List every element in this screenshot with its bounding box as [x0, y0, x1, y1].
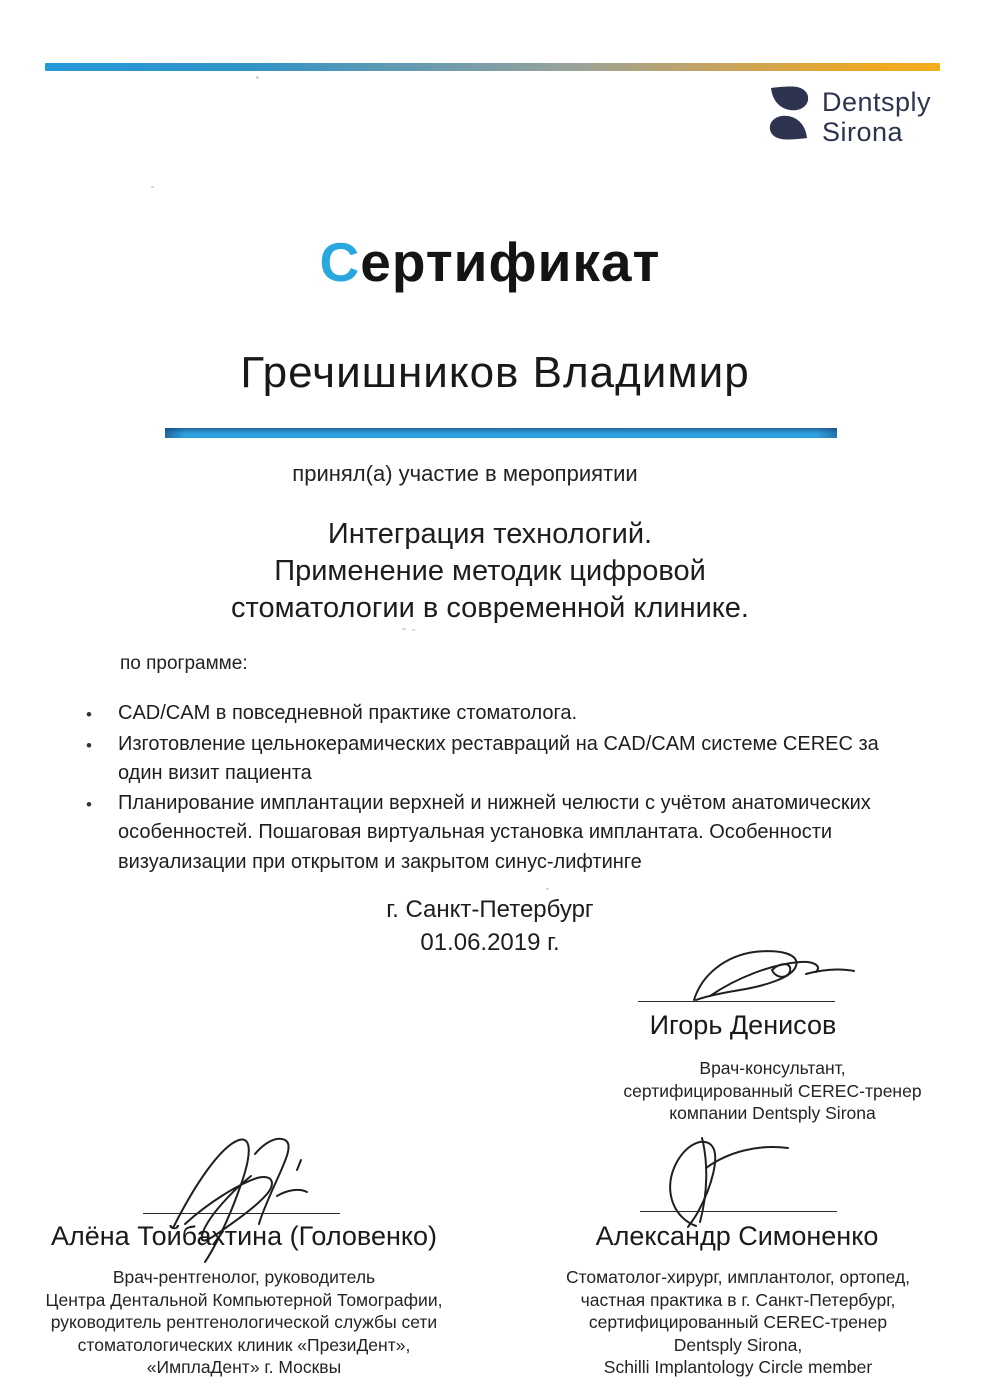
role-line: Dentsply Sirona, — [673, 1334, 803, 1355]
top-gradient-bar — [45, 63, 940, 71]
name-underline-bar — [165, 428, 837, 438]
signatory-role — [570, 1057, 975, 1125]
bullet-icon: • — [86, 794, 92, 814]
signature-simonenko — [650, 1134, 795, 1229]
role-line: руководитель рентгенологической службы сети — [50, 1312, 438, 1332]
signatory-name: Игорь Денисов — [649, 1010, 837, 1040]
event-title-line3: стоматологии в современной клинике. — [231, 592, 749, 624]
role-line: компании Dentsply Sirona — [669, 1103, 876, 1123]
event-title-line2: Применение методик цифровой — [274, 555, 706, 587]
signature-denisov — [688, 944, 863, 1006]
title-rest: ертификат — [360, 231, 661, 293]
program-label: по программе: — [120, 653, 248, 674]
role-line: «ИмплаДент» г. Москвы — [146, 1357, 342, 1377]
signatory-role — [23, 1266, 465, 1379]
bullet-icon: • — [86, 705, 92, 724]
signatory-name: Алёна Тойбахтина (Головенко) — [50, 1221, 437, 1251]
scan-speck — [151, 186, 154, 188]
venue-date: 01.06.2019 г. — [420, 929, 560, 956]
list-item — [86, 730, 886, 789]
role-line: частная практика в г. Санкт-Петербург, — [580, 1289, 896, 1310]
participation-text: принял(а) участие в мероприятии — [292, 461, 638, 486]
brand-logo — [768, 86, 931, 147]
role-line: Врач-консультант, — [699, 1058, 846, 1078]
program-list — [86, 699, 886, 877]
program-item-text: Планирование имплантации верхней и нижней челюсти с учётом анатомических особенностей. Пошаговая виртуальная установка имплантата. Особенности визуализации при открытом и закрытом синус-лифтинге — [118, 791, 871, 873]
role-line: сертифицированный CEREC-тренер — [588, 1312, 888, 1332]
page-title — [0, 230, 980, 294]
dentsply-sirona-logo-icon — [768, 86, 810, 140]
program-item-text: CAD/CAM в повседневной практике стоматолога. — [118, 702, 578, 724]
event-title — [0, 516, 980, 627]
role-line: Центра Дентальной Компьютерной Томографии, — [45, 1289, 443, 1310]
signature-line — [638, 1001, 835, 1002]
brand-name-line2: Sirona — [822, 117, 904, 147]
scan-speck — [546, 888, 549, 890]
title-first-letter: С — [319, 231, 361, 293]
signatory-role — [538, 1266, 938, 1379]
scan-speck — [412, 629, 415, 631]
venue-city: г. Санкт-Петербург — [386, 896, 594, 923]
brand-name-line1: Dentsply — [822, 87, 932, 117]
brand-name — [822, 87, 931, 147]
recipient-name: Гречишников Владимир — [240, 348, 750, 397]
list-item — [86, 699, 886, 730]
event-title-line1: Интеграция технологий. — [327, 518, 653, 550]
bullet-icon: • — [86, 735, 92, 755]
signatory-name: Александр Симоненко — [595, 1221, 879, 1251]
role-line: стоматологических клиник «ПрезиДент», — [77, 1334, 411, 1355]
role-line: сертифицированный CEREC-тренер — [623, 1080, 922, 1101]
signature-line — [143, 1213, 340, 1214]
list-item — [86, 789, 886, 878]
scan-speck — [402, 628, 406, 630]
scan-speck — [256, 76, 259, 79]
role-line: Schilli Implantology Circle member — [603, 1357, 873, 1377]
signature-line — [640, 1211, 837, 1212]
role-line: Врач-рентгенолог, руководитель — [112, 1267, 376, 1287]
program-item-text: Изготовление цельнокерамических реставраций на CAD/CAM системе CEREC за один визит пациента — [118, 732, 879, 784]
role-line: Стоматолог-хирург, имплантолог, ортопед, — [565, 1267, 911, 1287]
